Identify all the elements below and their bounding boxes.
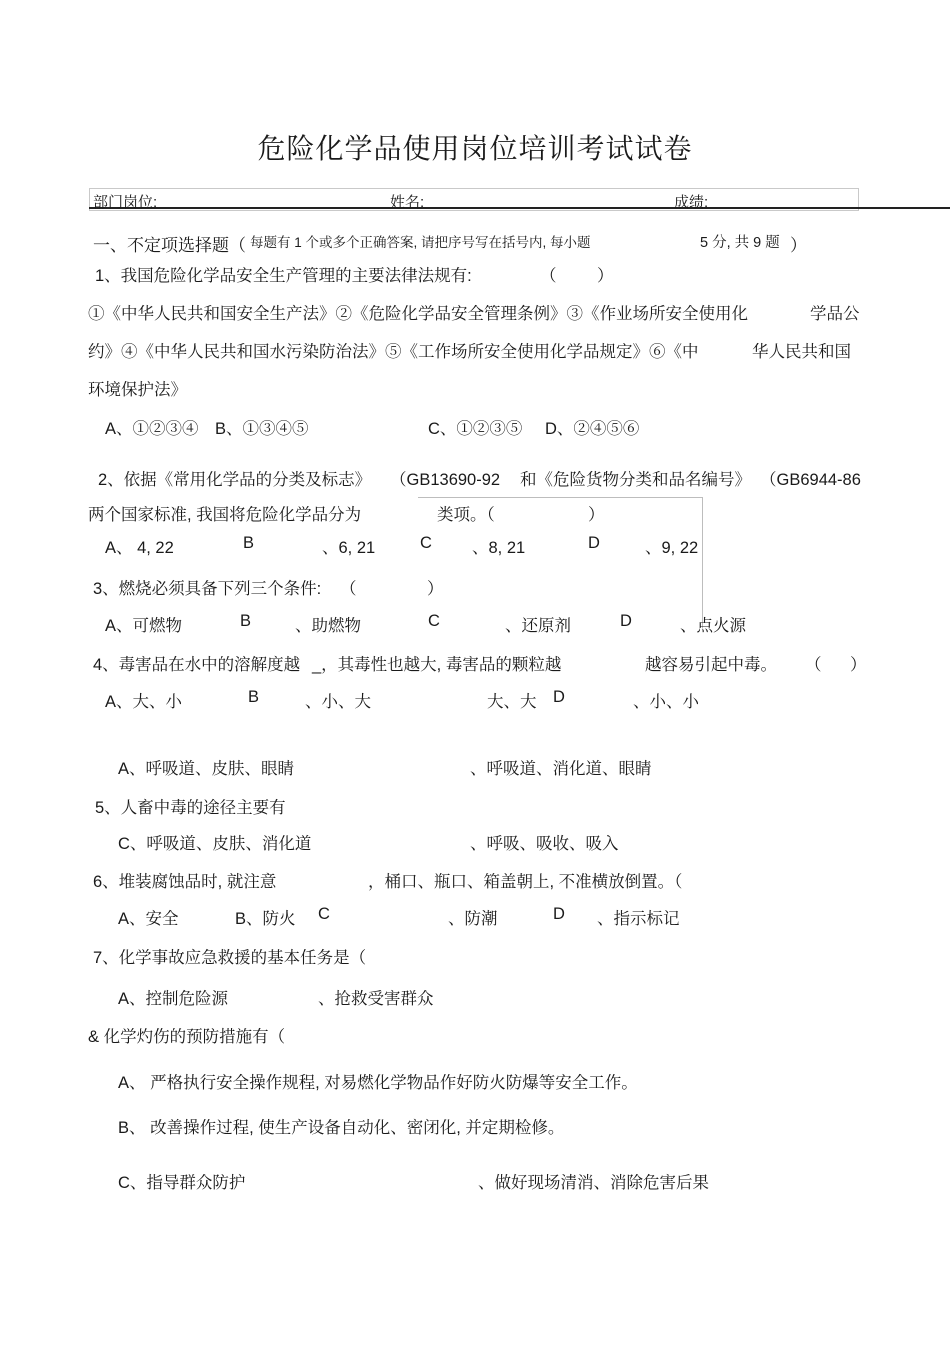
- text-segment: 3、燃烧必须具备下列三个条件:: [93, 580, 322, 598]
- text-line-q8-option-b: [0, 1114, 950, 1138]
- text-line-q6-options: [0, 905, 950, 929]
- text-segment: 、还原剂: [505, 617, 571, 635]
- text-segment: 越容易引起中毒。: [645, 656, 777, 674]
- text-segment: 、9, 22: [645, 539, 699, 557]
- text-segment: 2、依据《常用化学品的分类及标志》: [98, 471, 372, 489]
- text-segment: D: [620, 612, 632, 630]
- text-segment: 类项。（: [437, 506, 495, 524]
- text-segment: D、②④⑤⑥: [545, 420, 640, 438]
- text-line-q5-options-cd: [0, 830, 950, 854]
- text-segment: ①《中华人民共和国安全生产法》②《危险化学品安全管理条例》③《作业场所安全使用化: [88, 305, 748, 323]
- text-segment: _，其毒性也越大, 毒害品的颗粒越: [312, 656, 562, 674]
- text-segment: 6、堆装腐蚀品时, 就注意: [93, 873, 277, 891]
- text-line-q1-options: [0, 415, 950, 439]
- text-line-q2-stem: [0, 466, 950, 490]
- text-segment: ）: [427, 580, 444, 598]
- text-segment: 、呼吸、吸收、吸入: [470, 835, 619, 853]
- text-segment: D: [553, 905, 565, 923]
- text-segment: ，桶口、瓶口、箱盖朝上, 不准横放倒置。（: [368, 873, 683, 891]
- text-segment: A、 4, 22: [105, 539, 174, 557]
- text-line-q8-option-c: [0, 1169, 950, 1193]
- text-segment: 、8, 21: [472, 539, 526, 557]
- text-segment: B、①③④⑤: [215, 420, 309, 438]
- text-segment: 、指示标记: [597, 910, 680, 928]
- text-segment: 、小、小: [633, 693, 699, 711]
- text-segment: B、 改善操作过程, 使生产设备自动化、密闭化, 并定期检修。: [118, 1119, 565, 1137]
- text-segment: （GB6944-86: [760, 471, 861, 489]
- text-segment: 一、不定项选择题（: [93, 236, 246, 255]
- text-segment: 环境保护法》: [88, 381, 187, 399]
- text-segment: B: [248, 688, 260, 706]
- text-segment: 每题有 1 个或多个正确答案, 请把序号写在括号内, 每小题: [250, 235, 591, 250]
- text-line-q4-stem: [0, 651, 950, 675]
- text-segment: （: [340, 580, 357, 598]
- text-segment: C: [318, 905, 330, 923]
- name-field-label: 姓名:: [390, 194, 425, 211]
- text-line-q1-body-1: [0, 300, 950, 324]
- text-line-q6-stem: [0, 868, 950, 892]
- text-segment: A、可燃物: [105, 617, 183, 635]
- text-segment: ）: [588, 506, 605, 524]
- text-line-q8-stem: [0, 1023, 950, 1047]
- text-segment: 、小、大: [305, 693, 371, 711]
- text-segment: A、 严格执行安全操作规程, 对易燃化学物品作好防火防爆等安全工作。: [118, 1074, 638, 1092]
- text-segment: 学品公: [810, 305, 860, 323]
- text-segment: 、6, 21: [322, 539, 376, 557]
- text-segment: （GB13690-92: [390, 471, 501, 489]
- text-line-q8-option-a: [0, 1069, 950, 1093]
- text-segment: 、点火源: [680, 617, 746, 635]
- text-line-q5-stem: [0, 794, 950, 818]
- text-segment: 5 分, 共 9 题: [700, 235, 780, 251]
- text-segment: （: [540, 267, 557, 285]
- text-segment: 、做好现场清消、消除危害后果: [478, 1174, 709, 1192]
- text-segment: A、呼吸道、皮肤、眼睛: [118, 760, 295, 778]
- text-line-q3-options: [0, 612, 950, 636]
- text-segment: 、呼吸道、消化道、眼睛: [470, 760, 652, 778]
- text-segment: D: [553, 688, 565, 706]
- text-line-q7-option-a: [0, 985, 950, 1009]
- text-segment: 5、人畜中毒的途径主要有: [95, 799, 286, 817]
- text-line-q4-options: [0, 688, 950, 712]
- page-title: 危险化学品使用岗位培训考试试卷: [257, 132, 693, 164]
- text-segment: A、①②③④: [105, 420, 199, 438]
- text-segment: C、指导群众防护: [118, 1174, 246, 1192]
- text-segment: & 化学灼伤的预防措施有（: [88, 1028, 286, 1046]
- text-segment: A、安全: [118, 910, 179, 928]
- department-field-label: 部门岗位:: [93, 194, 158, 211]
- text-line-section-1-heading: [0, 231, 950, 255]
- text-segment: B: [243, 534, 255, 552]
- text-segment: 4、毒害品在水中的溶解度越: [93, 656, 301, 674]
- text-segment: ）: [597, 267, 614, 285]
- text-segment: A、控制危险源: [118, 990, 229, 1008]
- text-segment: ）: [850, 656, 867, 674]
- text-segment: 、防潮: [448, 910, 498, 928]
- text-segment: 、助燃物: [295, 617, 361, 635]
- text-line-q2-stem-2: [0, 501, 950, 525]
- text-segment: C: [428, 612, 440, 630]
- text-segment: 华人民共和国: [752, 343, 851, 361]
- text-line-q3-stem: [0, 575, 950, 599]
- text-segment: D: [588, 534, 600, 552]
- text-segment: （: [805, 656, 822, 674]
- header-underline-rule: [89, 207, 950, 209]
- text-segment: 7、化学事故应急救援的基本任务是（: [93, 949, 367, 967]
- text-segment: C、呼吸道、皮肤、消化道: [118, 835, 312, 853]
- text-segment: C: [420, 534, 432, 552]
- text-line-q5-options-ab: [0, 755, 950, 779]
- text-line-q1-body-2: [0, 338, 950, 362]
- text-line-q1-stem: [0, 262, 950, 286]
- text-segment: 大、大: [487, 693, 537, 711]
- score-field-label: 成绩:: [674, 194, 709, 211]
- text-segment: A、大、小: [105, 693, 183, 711]
- text-segment: ）: [790, 236, 807, 255]
- text-line-q7-stem: [0, 944, 950, 968]
- text-segment: 约》④《中华人民共和国水污染防治法》⑤《工作场所安全使用化学品规定》⑥《中: [88, 343, 699, 361]
- text-line-q1-body-3: [0, 376, 950, 400]
- text-segment: 和《危险货物分类和品名编号》: [520, 471, 751, 489]
- text-segment: C、①②③⑤: [428, 420, 523, 438]
- text-segment: 1、我国危险化学品安全生产管理的主要法律法规有:: [95, 267, 472, 285]
- text-segment: 两个国家标准, 我国将危险化学品分为: [88, 506, 362, 524]
- text-line-q2-options: [0, 534, 950, 558]
- text-segment: B、防火: [235, 910, 296, 928]
- text-segment: B: [240, 612, 252, 630]
- text-segment: 、抢救受害群众: [318, 990, 434, 1008]
